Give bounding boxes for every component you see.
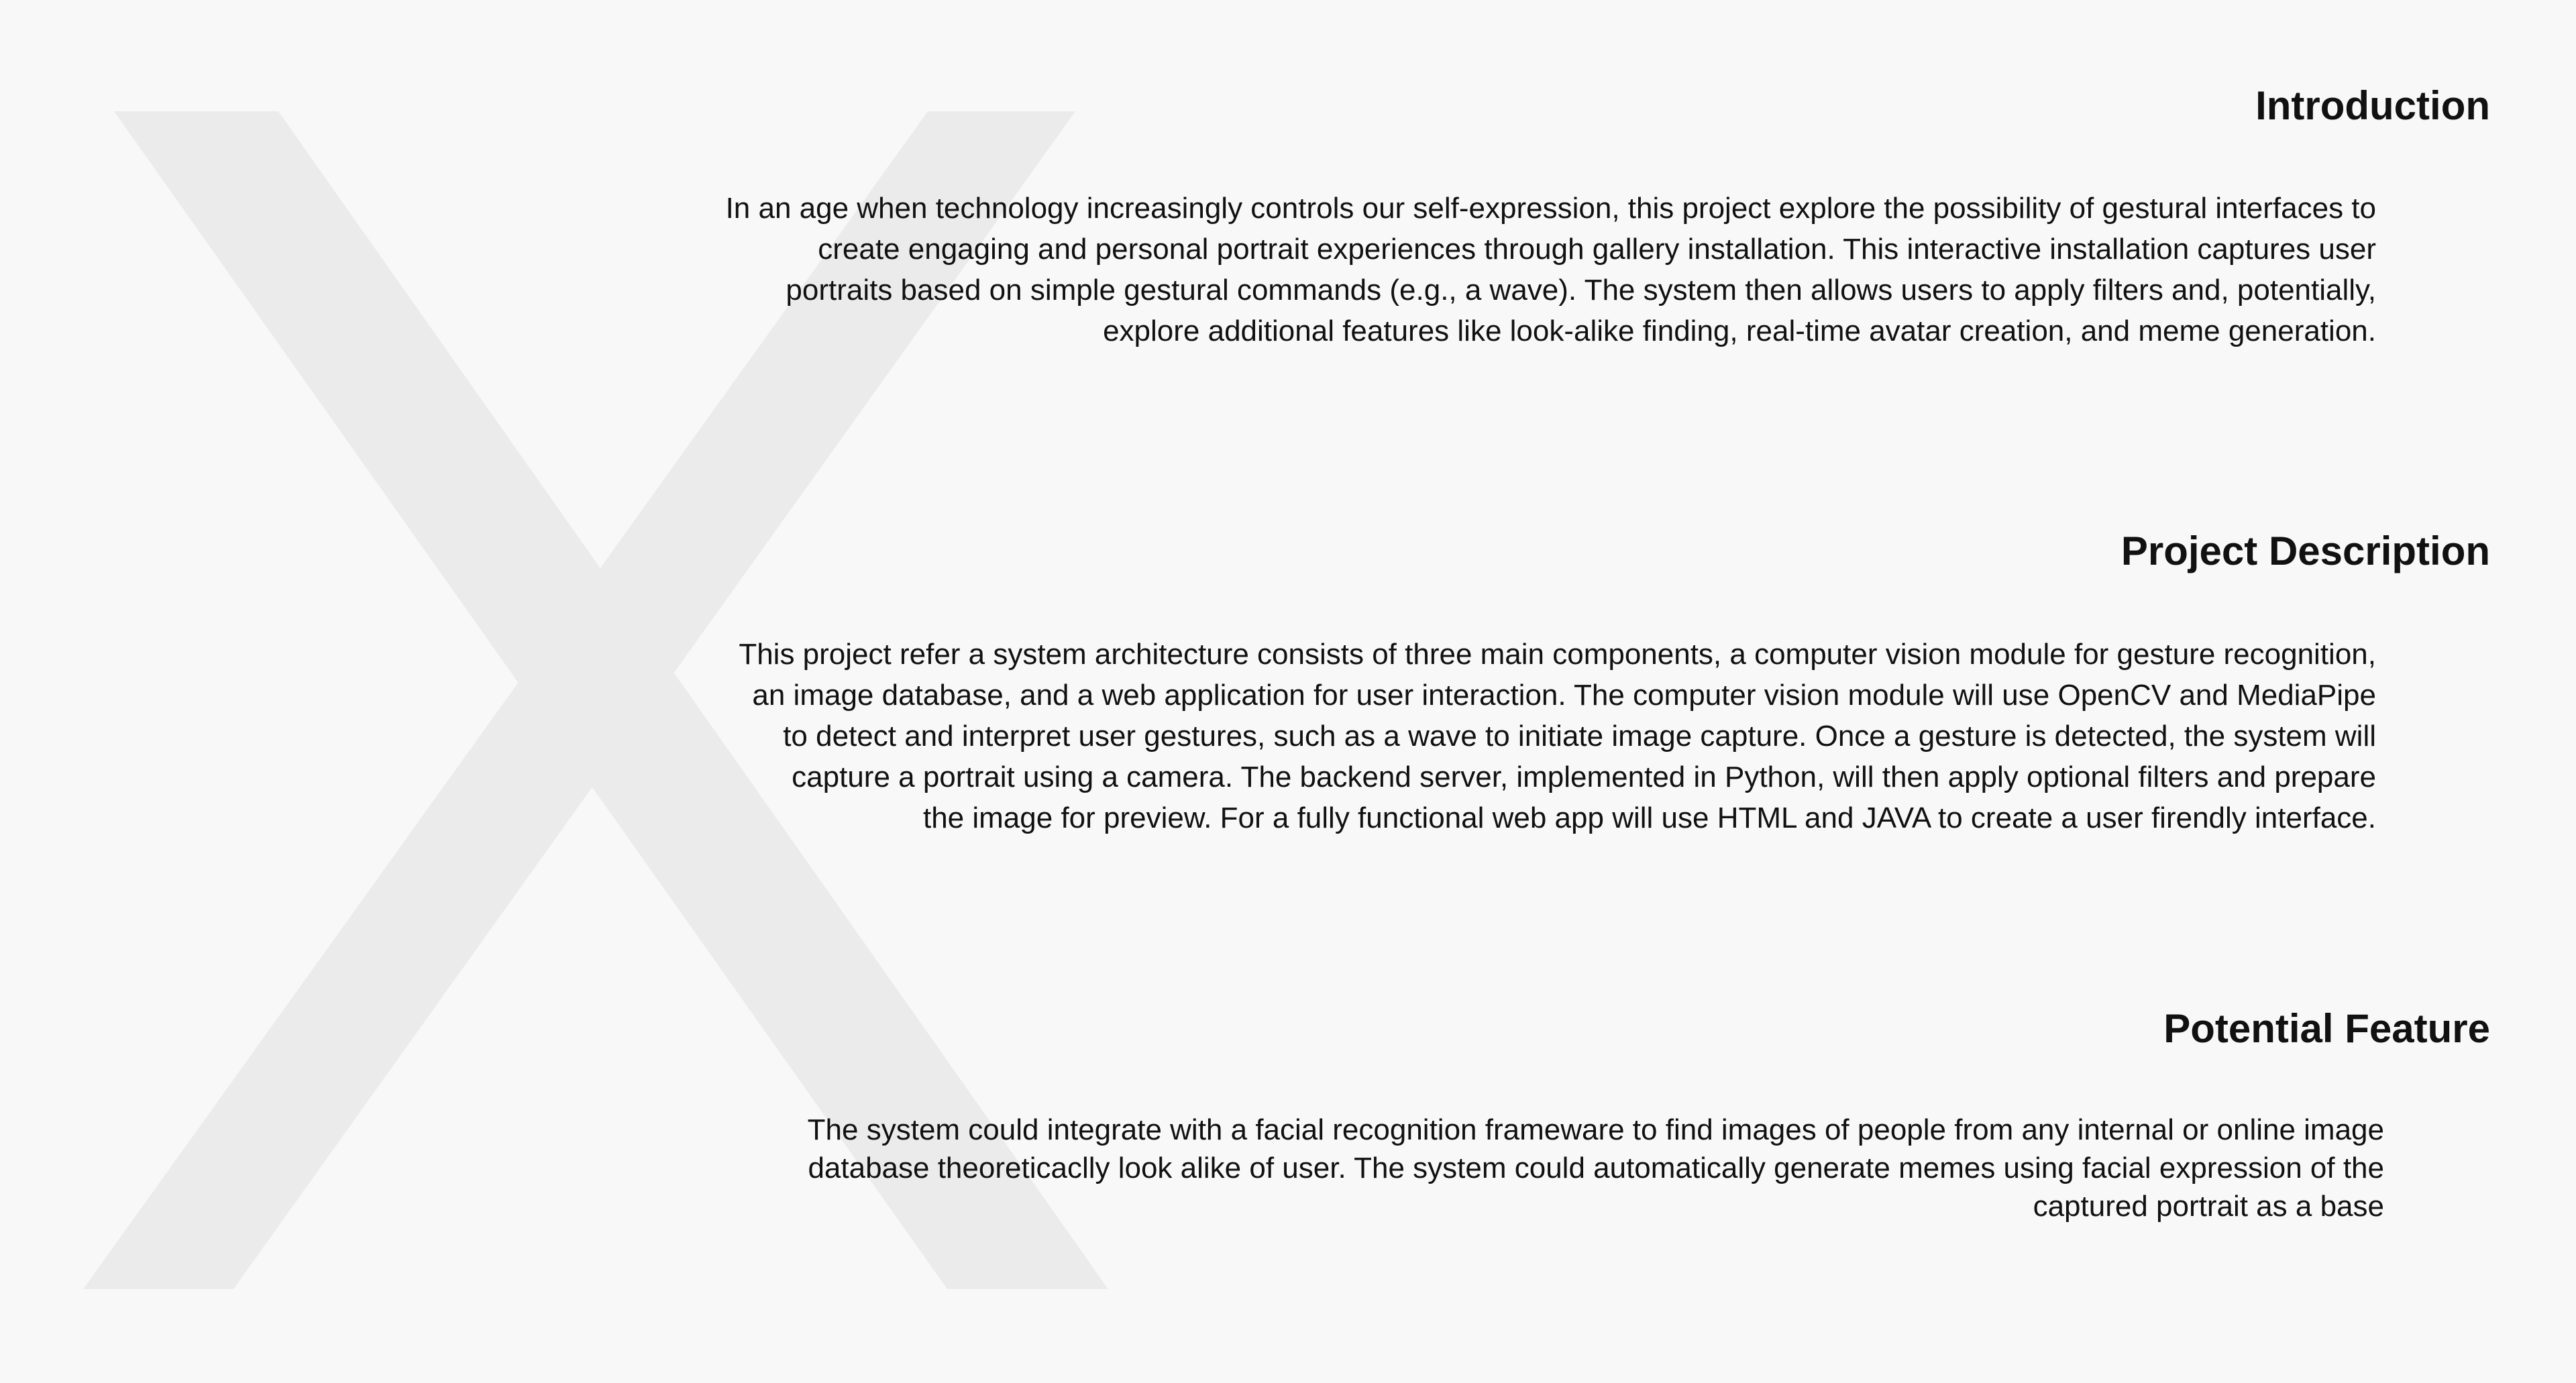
project-description-paragraph: This project refer a system architecture consists of three main components, a computer vision module for gesture recognition, an image database, and a web application for user interaction. The computer vision module will use OpenCV and MediaPipe to detect and interpret user gestures, such as a wave to initiate image capture. Once a gesture is detected, the system will capture a portrait using a camera. The backend server, implemented in Python, will then apply optional filters and prepare the image for preview. For a fully functional web app will use HTML and JAVA to create a user firendly interface.	[739, 638, 2376, 834]
potential-feature-heading: Potential Feature	[2163, 1006, 2490, 1051]
introduction-paragraph: In an age when technology increasingly controls our self-expression, this project explore the possibility of gestural interfaces to create engaging and personal portrait experiences through gallery installation. This interactive installation captures user portraits based on simple gestural commands (e.g., a wave). The system then allows users to apply filters and, potentially, explore additional features like look-alike finding, real-time avatar creation, and meme generation.	[725, 192, 2376, 347]
introduction-heading: Introduction	[2255, 83, 2490, 128]
project-description-heading: Project Description	[2121, 529, 2490, 573]
potential-feature-paragraph: The system could integrate with a facial recognition frameware to find images of people from any internal or online image database theoreticaclly look alike of user. The system could automatically generate memes using facial expression of the captured portrait as a base	[807, 1113, 2384, 1223]
